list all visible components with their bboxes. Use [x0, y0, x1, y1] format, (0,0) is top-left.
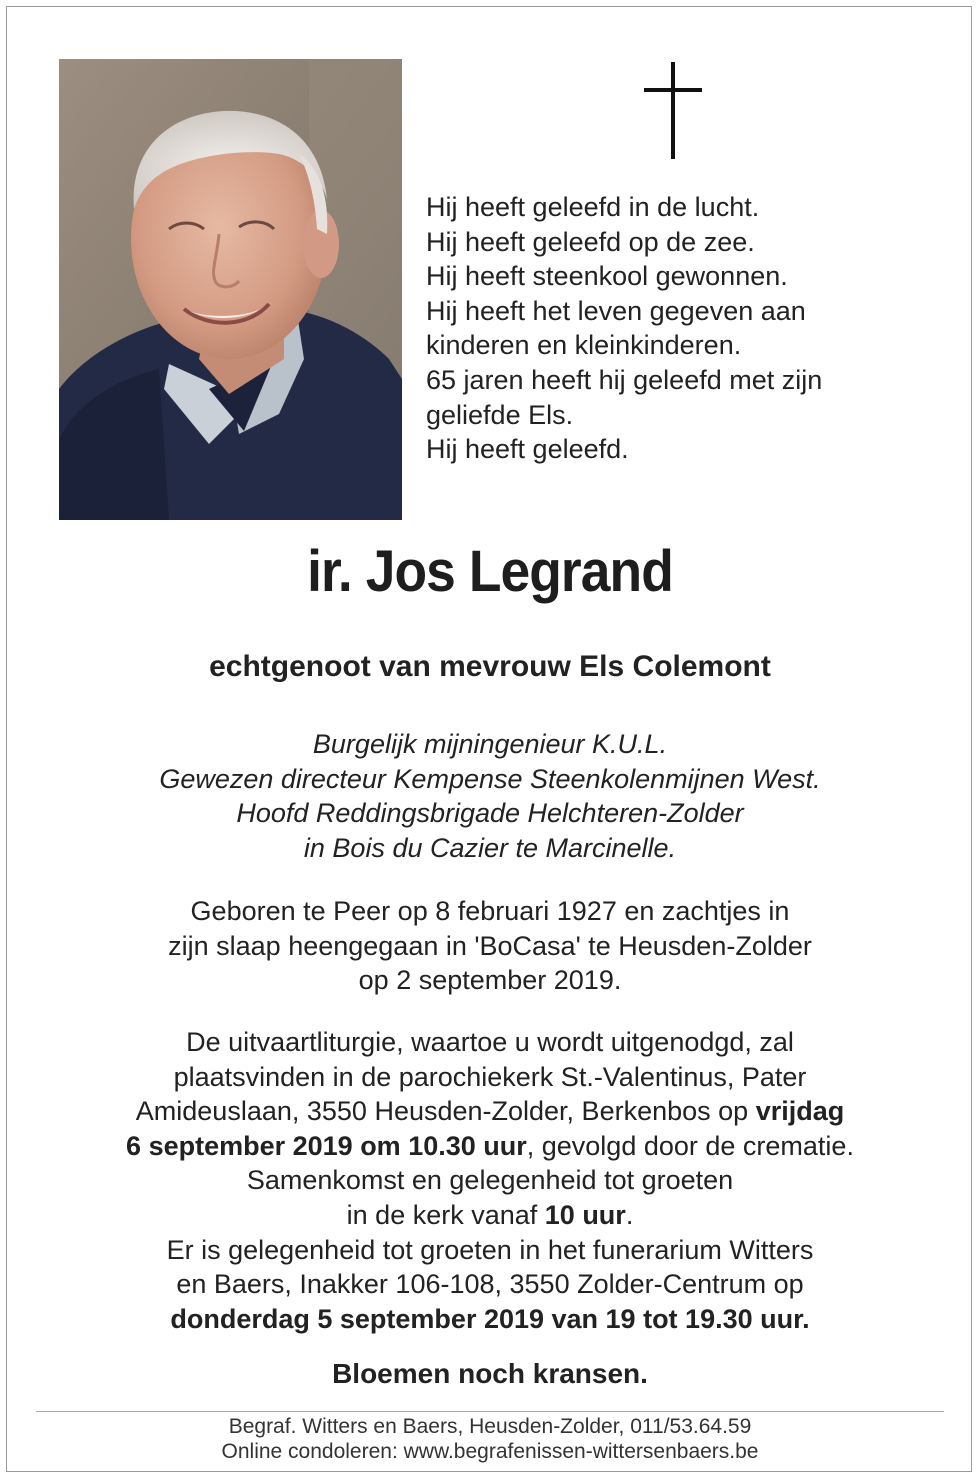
flowers-notice: Bloemen noch kransen. — [332, 1358, 648, 1389]
ceremony-line: Er is gelegenheid tot groeten in het funerarium Witters — [166, 1234, 814, 1265]
poem-line: Hij heeft steenkool gewonnen. — [426, 261, 788, 292]
born-line: op 2 september 2019. — [358, 965, 622, 996]
ceremony-text: , gevolgd door de crematie. — [526, 1130, 854, 1161]
footer-divider — [36, 1411, 944, 1412]
poem-line: geliefde Els. — [426, 399, 574, 430]
ceremony-line — [0, 1302, 980, 1337]
born-line: Geboren te Peer op 8 februari 1927 en zachtjes in — [190, 896, 790, 926]
born-line: zijn slaap heengegaan in 'BoCasa' te Heusden-Zolder — [168, 930, 812, 961]
funeral-home-line: Begraf. Witters en Baers, Heusden-Zolder, 011/53.64.59 — [228, 1415, 752, 1438]
title-line: Gewezen directeur Kempense Steenkolenmijnen West. — [159, 763, 821, 794]
latin-cross-icon — [644, 62, 702, 159]
spouse-line: echtgenoot van mevrouw Els Colemont — [209, 650, 771, 683]
poem-line: Hij heeft geleefd in de lucht. — [426, 192, 760, 222]
ceremony-line: Samenkomst en gelegenheid tot groeten — [246, 1165, 734, 1196]
poem — [426, 190, 946, 467]
ceremony-text: Amideuslaan, 3550 Heusden-Zolder, Berkenbos op — [135, 1096, 756, 1127]
poem-line: Hij heeft het leven gegeven aan — [426, 295, 806, 326]
ceremony-line: en Baers, Inakker 106-108, 3550 Zolder-Centrum op — [176, 1269, 804, 1300]
ceremony-line — [0, 1198, 980, 1233]
portrait-photo — [59, 59, 402, 520]
ceremony-line: plaatsvinden in de parochiekerk St.-Valentinus, Pater — [173, 1061, 807, 1092]
ceremony-emphasis: 10 uur — [544, 1199, 626, 1230]
ceremony-text: . — [625, 1199, 634, 1230]
poem-line: Hij heeft geleefd. — [426, 434, 629, 465]
ceremony-block — [0, 1025, 980, 1336]
deceased-name: ir. Jos Legrand — [307, 539, 673, 604]
ceremony-line — [0, 1094, 980, 1129]
title-line: in Bois du Cazier te Marcinelle. — [303, 832, 677, 863]
ceremony-line: De uitvaartliturgie, waartoe u wordt uitgenodgd, zal — [186, 1027, 794, 1057]
footer — [0, 1414, 980, 1464]
poem-line: Hij heeft geleefd op de zee. — [426, 226, 755, 257]
ceremony-emphasis: donderdag 5 september 2019 van 19 tot 19.30 uur. — [170, 1303, 810, 1334]
titles-block — [0, 727, 980, 865]
title-line: Burgelijk mijningenieur K.U.L. — [312, 729, 668, 759]
ceremony-emphasis: 6 september 2019 om 10.30 uur — [126, 1130, 527, 1161]
ceremony-text: in de kerk vanaf — [346, 1199, 545, 1230]
poem-line: 65 jaren heeft hij geleefd met zijn — [426, 364, 823, 395]
title-line: Hoofd Reddingsbrigade Helchteren-Zolder — [236, 798, 744, 829]
poem-line: kinderen en kleinkinderen. — [426, 330, 742, 361]
ceremony-emphasis: vrijdag — [755, 1096, 845, 1127]
ceremony-line — [0, 1129, 980, 1164]
online-condolence-line: Online condoleren: www.begrafenissen-wittersenbaers.be — [221, 1440, 759, 1463]
birth-death-block — [0, 894, 980, 998]
